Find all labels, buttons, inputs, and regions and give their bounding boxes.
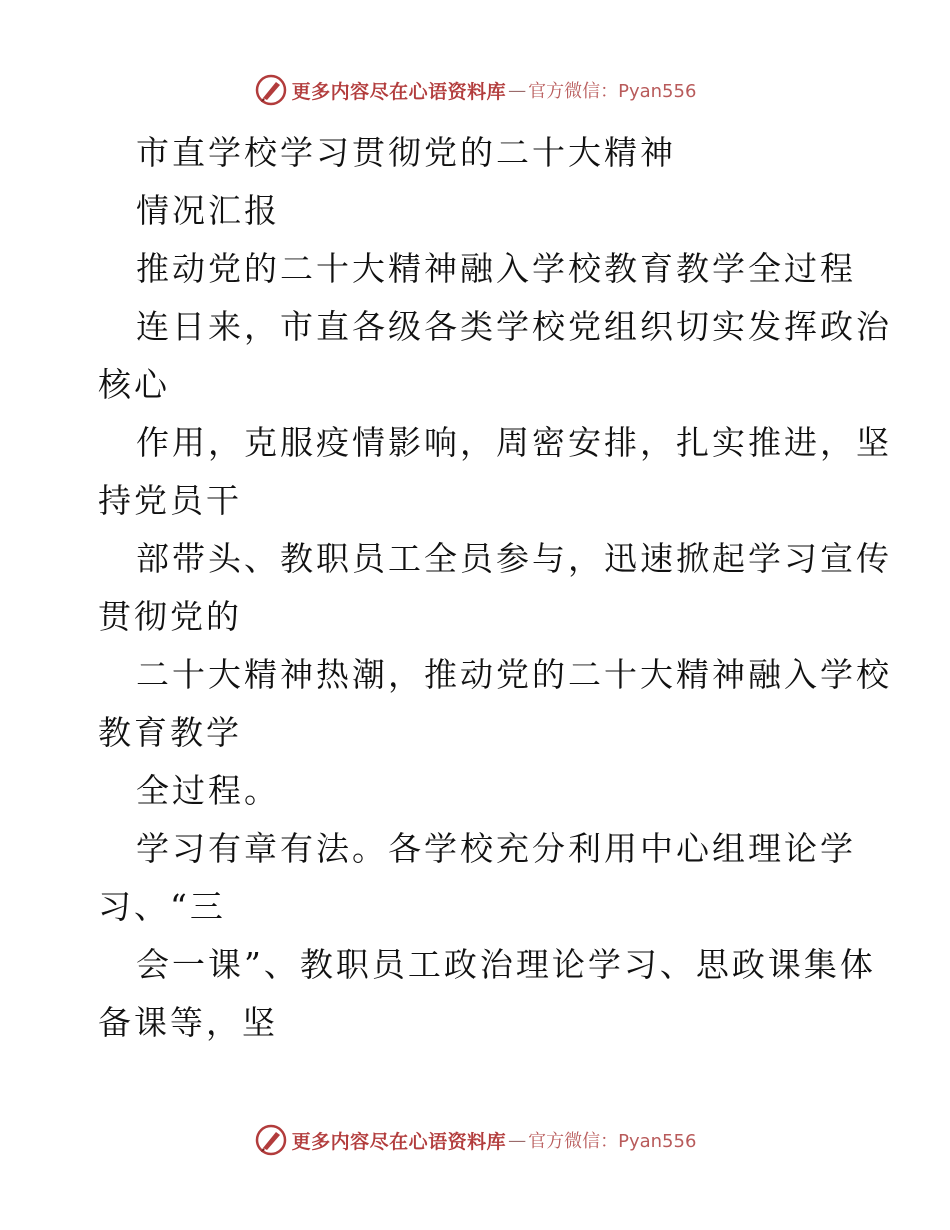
document-text-line: 学习有章有法。各学校充分利用中心组理论学 — [136, 829, 856, 868]
document-text-line: 持党员干 — [98, 481, 242, 520]
document-text-line: 部带头、教职员工全员参与，迅速掀起学习宣传 — [136, 539, 892, 578]
document-text-line: 贯彻党的 — [98, 597, 242, 636]
banner-main-text: 更多内容尽在心语资料库 — [291, 1130, 507, 1153]
document-text-line: 核心 — [98, 365, 170, 404]
quill-pen-logo-icon — [254, 1123, 288, 1157]
document-text-line: 连日来，市直各级各类学校党组织切实发挥政治 — [136, 307, 892, 346]
document-text-line: 推动党的二十大精神融入学校教育教学全过程 — [136, 249, 856, 288]
banner-contact-text: 官方微信：Pyan556 — [528, 81, 697, 102]
footer-banner — [0, 1120, 950, 1160]
document-text-line: 教育教学 — [98, 713, 242, 752]
document-text-line: 备课等，坚 — [98, 1003, 278, 1042]
document-body — [98, 124, 892, 1052]
banner-main-text: 更多内容尽在心语资料库 — [291, 80, 507, 103]
document-text-line: 习、“三 — [98, 887, 226, 926]
banner-separator: — — [508, 1129, 527, 1151]
document-title-line: 市直学校学习贯彻党的二十大精神 — [136, 133, 676, 172]
banner-separator: — — [508, 79, 527, 101]
document-text-line: 二十大精神热潮，推动党的二十大精神融入学校 — [136, 655, 892, 694]
document-title-line: 情况汇报 — [136, 191, 280, 230]
document-text-line: 作用，克服疫情影响，周密安排，扎实推进，坚 — [136, 423, 892, 462]
document-text-line: 会一课”、教职员工政治理论学习、思政课集体 — [136, 945, 876, 984]
quill-pen-logo-icon — [254, 73, 288, 107]
document-text-line: 全过程。 — [136, 771, 280, 810]
banner-contact-text: 官方微信：Pyan556 — [528, 1131, 697, 1152]
header-banner — [0, 70, 950, 110]
